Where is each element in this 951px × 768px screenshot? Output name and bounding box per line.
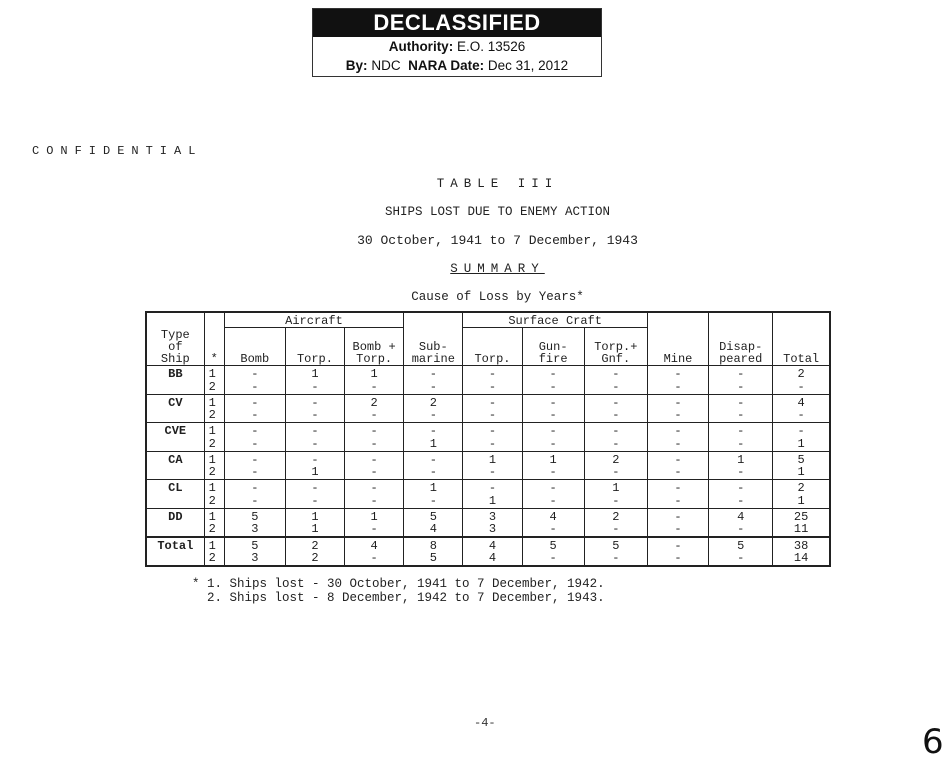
value-cell: - bbox=[463, 437, 522, 451]
value-cell: 3 bbox=[463, 523, 522, 537]
value-cell: - bbox=[224, 437, 285, 451]
value-cell: 4 bbox=[522, 508, 584, 523]
value-cell: - bbox=[522, 423, 584, 438]
value-cell: - bbox=[522, 466, 584, 480]
year-cell: 1 bbox=[204, 508, 224, 523]
value-cell: - bbox=[709, 380, 773, 394]
hdr-tg1: Torp.+ bbox=[594, 340, 638, 354]
value-cell: - bbox=[584, 523, 647, 537]
value-cell: - bbox=[647, 394, 708, 409]
col-year-marker: * bbox=[204, 312, 224, 366]
table-row bbox=[146, 523, 830, 537]
value-cell: 38 bbox=[773, 537, 830, 552]
value-cell: - bbox=[463, 409, 522, 423]
value-cell: - bbox=[285, 409, 344, 423]
value-cell: - bbox=[285, 494, 344, 508]
value-cell: - bbox=[404, 494, 463, 508]
value-cell: 4 bbox=[463, 537, 522, 552]
table-row bbox=[146, 494, 830, 508]
value-cell: - bbox=[522, 437, 584, 451]
year-cell: 1 bbox=[204, 451, 224, 466]
year-cell: 1 bbox=[204, 366, 224, 381]
value-cell: 4 bbox=[345, 537, 404, 552]
value-cell: - bbox=[285, 380, 344, 394]
value-cell: - bbox=[584, 437, 647, 451]
value-cell: - bbox=[709, 466, 773, 480]
year-cell: 1 bbox=[204, 480, 224, 495]
value-cell: - bbox=[463, 394, 522, 409]
value-cell: - bbox=[522, 523, 584, 537]
value-cell: - bbox=[345, 380, 404, 394]
value-cell: - bbox=[709, 494, 773, 508]
hdr-bombtorp1: Bomb + bbox=[352, 340, 396, 354]
table-row bbox=[146, 380, 830, 394]
table-row bbox=[146, 394, 830, 409]
table-title: SHIPS LOST DUE TO ENEMY ACTION bbox=[384, 205, 611, 219]
hdr-sub2: marine bbox=[411, 352, 455, 366]
value-cell: - bbox=[345, 423, 404, 438]
value-cell: - bbox=[404, 409, 463, 423]
value-cell: - bbox=[584, 394, 647, 409]
value-cell: - bbox=[522, 366, 584, 381]
value-cell: 1 bbox=[285, 508, 344, 523]
hdr-gun2: fire bbox=[538, 352, 568, 366]
value-cell: - bbox=[345, 480, 404, 495]
stamp-by-label: By: bbox=[345, 58, 368, 73]
value-cell: - bbox=[584, 494, 647, 508]
ship-type-cell: CL bbox=[146, 480, 204, 509]
value-cell: - bbox=[522, 380, 584, 394]
group-aircraft: Aircraft bbox=[224, 312, 404, 328]
value-cell: 1 bbox=[404, 437, 463, 451]
value-cell: - bbox=[345, 466, 404, 480]
col-disappeared bbox=[709, 312, 773, 366]
value-cell: 5 bbox=[709, 537, 773, 552]
value-cell: 1 bbox=[773, 437, 830, 451]
value-cell: 2 bbox=[584, 451, 647, 466]
footnote-2: 2. Ships lost - 8 December, 1942 to 7 December, 1943. bbox=[192, 591, 605, 605]
page-number: -4- bbox=[474, 716, 496, 730]
value-cell: - bbox=[522, 394, 584, 409]
year-cell: 2 bbox=[204, 437, 224, 451]
value-cell: 1 bbox=[522, 451, 584, 466]
ship-type-cell: CVE bbox=[146, 423, 204, 452]
handwritten-page-number: 6 bbox=[922, 722, 944, 762]
value-cell: - bbox=[709, 480, 773, 495]
value-cell: - bbox=[647, 523, 708, 537]
value-cell: - bbox=[584, 466, 647, 480]
value-cell: - bbox=[584, 380, 647, 394]
value-cell: - bbox=[709, 409, 773, 423]
value-cell: - bbox=[773, 380, 830, 394]
value-cell: - bbox=[224, 480, 285, 495]
hdr-gun1: Gun- bbox=[538, 340, 568, 354]
stamp-by bbox=[313, 56, 601, 75]
value-cell: - bbox=[709, 423, 773, 438]
value-cell: - bbox=[345, 451, 404, 466]
value-cell: 1 bbox=[584, 480, 647, 495]
value-cell: - bbox=[224, 423, 285, 438]
value-cell: 4 bbox=[463, 552, 522, 566]
value-cell: - bbox=[522, 552, 584, 566]
value-cell: - bbox=[709, 394, 773, 409]
value-cell: 2 bbox=[773, 480, 830, 495]
value-cell: 1 bbox=[463, 451, 522, 466]
value-cell: - bbox=[463, 466, 522, 480]
value-cell: 5 bbox=[584, 537, 647, 552]
col-mine: Mine bbox=[647, 312, 708, 366]
table-row bbox=[146, 366, 830, 381]
value-cell: - bbox=[709, 437, 773, 451]
value-cell: 5 bbox=[224, 508, 285, 523]
hdr-type: Type bbox=[160, 328, 190, 342]
value-cell: - bbox=[522, 494, 584, 508]
value-cell: 2 bbox=[773, 366, 830, 381]
value-cell: - bbox=[647, 437, 708, 451]
value-cell: - bbox=[404, 366, 463, 381]
col-aircraft-bomb-torp bbox=[345, 328, 404, 366]
value-cell: 8 bbox=[404, 537, 463, 552]
col-surface-gunfire bbox=[522, 328, 584, 366]
value-cell: - bbox=[404, 466, 463, 480]
value-cell: 11 bbox=[773, 523, 830, 537]
value-cell: - bbox=[647, 451, 708, 466]
group-surface-craft: Surface Craft bbox=[463, 312, 648, 328]
table-subtitle: Cause of Loss by Years* bbox=[411, 290, 584, 304]
value-cell: 5 bbox=[404, 508, 463, 523]
value-cell: 2 bbox=[345, 394, 404, 409]
table-body bbox=[146, 366, 830, 567]
stamp-authority-label: Authority: bbox=[388, 39, 454, 54]
value-cell: 1 bbox=[285, 466, 344, 480]
stamp-by-value: NDC bbox=[371, 58, 401, 73]
year-cell: 2 bbox=[204, 409, 224, 423]
ship-type-cell: CA bbox=[146, 451, 204, 480]
year-cell: 1 bbox=[204, 394, 224, 409]
value-cell: - bbox=[345, 494, 404, 508]
loss-summary-table bbox=[145, 311, 831, 567]
hdr-bombtorp2: Torp. bbox=[356, 352, 393, 366]
stamp-nara-label: NARA Date: bbox=[408, 58, 485, 73]
year-cell: 2 bbox=[204, 380, 224, 394]
ship-type-cell: CV bbox=[146, 394, 204, 423]
value-cell: - bbox=[285, 394, 344, 409]
stamp-authority-value: E.O. 13526 bbox=[456, 39, 526, 54]
value-cell: - bbox=[709, 552, 773, 566]
value-cell: - bbox=[345, 523, 404, 537]
value-cell: - bbox=[224, 494, 285, 508]
stamp-nara-value: Dec 31, 2012 bbox=[487, 58, 569, 73]
value-cell: - bbox=[285, 451, 344, 466]
value-cell: - bbox=[224, 466, 285, 480]
ship-type-cell: Total bbox=[146, 537, 204, 566]
value-cell: - bbox=[709, 523, 773, 537]
value-cell: - bbox=[404, 423, 463, 438]
value-cell: 1 bbox=[773, 466, 830, 480]
value-cell: 5 bbox=[224, 537, 285, 552]
value-cell: 25 bbox=[773, 508, 830, 523]
value-cell: 1 bbox=[404, 480, 463, 495]
value-cell: - bbox=[404, 451, 463, 466]
year-cell: 2 bbox=[204, 494, 224, 508]
value-cell: - bbox=[584, 366, 647, 381]
hdr-ship: Ship bbox=[160, 352, 190, 366]
value-cell: 1 bbox=[345, 366, 404, 381]
col-aircraft-torp: Torp. bbox=[285, 328, 344, 366]
value-cell: 2 bbox=[285, 537, 344, 552]
year-cell: 1 bbox=[204, 537, 224, 552]
value-cell: 1 bbox=[285, 523, 344, 537]
value-cell: 4 bbox=[709, 508, 773, 523]
value-cell: - bbox=[224, 409, 285, 423]
value-cell: 5 bbox=[522, 537, 584, 552]
value-cell: 1 bbox=[463, 494, 522, 508]
value-cell: - bbox=[647, 494, 708, 508]
value-cell: - bbox=[285, 480, 344, 495]
value-cell: 2 bbox=[404, 394, 463, 409]
classification-marking: CONFIDENTIAL bbox=[32, 144, 203, 158]
value-cell: - bbox=[773, 409, 830, 423]
value-cell: 1 bbox=[773, 494, 830, 508]
value-cell: 2 bbox=[584, 508, 647, 523]
value-cell: - bbox=[773, 423, 830, 438]
col-total: Total bbox=[773, 312, 830, 366]
value-cell: - bbox=[584, 423, 647, 438]
ship-type-cell: BB bbox=[146, 366, 204, 395]
table-row bbox=[146, 508, 830, 523]
year-cell: 1 bbox=[204, 423, 224, 438]
value-cell: - bbox=[647, 552, 708, 566]
col-aircraft-bomb: Bomb bbox=[224, 328, 285, 366]
year-cell: 2 bbox=[204, 552, 224, 566]
footnotes bbox=[192, 577, 605, 605]
table-row bbox=[146, 552, 830, 566]
value-cell: - bbox=[647, 423, 708, 438]
stamp-title: DECLASSIFIED bbox=[313, 9, 601, 37]
col-surface-torp-gnf bbox=[584, 328, 647, 366]
table-row bbox=[146, 537, 830, 552]
table-row bbox=[146, 480, 830, 495]
value-cell: - bbox=[345, 409, 404, 423]
value-cell: 1 bbox=[709, 451, 773, 466]
hdr-dis2: peared bbox=[719, 352, 763, 366]
footnote-1: * 1. Ships lost - 30 October, 1941 to 7 December, 1942. bbox=[192, 577, 605, 591]
hdr-dis1: Disap- bbox=[719, 340, 763, 354]
value-cell: - bbox=[224, 380, 285, 394]
hdr-sub1: Sub- bbox=[418, 340, 448, 354]
value-cell: - bbox=[224, 394, 285, 409]
value-cell: 2 bbox=[285, 552, 344, 566]
hdr-tg2: Gnf. bbox=[601, 352, 631, 366]
value-cell: 3 bbox=[224, 552, 285, 566]
ship-type-cell: DD bbox=[146, 508, 204, 537]
value-cell: - bbox=[584, 552, 647, 566]
table-number: TABLE III bbox=[436, 177, 559, 191]
col-submarine bbox=[404, 312, 463, 366]
value-cell: 1 bbox=[285, 366, 344, 381]
value-cell: - bbox=[647, 366, 708, 381]
table-row bbox=[146, 423, 830, 438]
table-row bbox=[146, 437, 830, 451]
value-cell: - bbox=[285, 423, 344, 438]
value-cell: - bbox=[647, 480, 708, 495]
value-cell: - bbox=[647, 537, 708, 552]
value-cell: - bbox=[647, 508, 708, 523]
value-cell: - bbox=[345, 437, 404, 451]
value-cell: 1 bbox=[345, 508, 404, 523]
value-cell: 4 bbox=[773, 394, 830, 409]
year-cell: 2 bbox=[204, 523, 224, 537]
value-cell: 3 bbox=[224, 523, 285, 537]
value-cell: - bbox=[224, 451, 285, 466]
year-cell: 2 bbox=[204, 466, 224, 480]
value-cell: - bbox=[404, 380, 463, 394]
value-cell: - bbox=[522, 480, 584, 495]
value-cell: 3 bbox=[463, 508, 522, 523]
col-type-of-ship bbox=[146, 312, 204, 366]
stamp-authority bbox=[313, 37, 601, 56]
value-cell: 5 bbox=[773, 451, 830, 466]
value-cell: - bbox=[285, 437, 344, 451]
table-row bbox=[146, 451, 830, 466]
col-surface-torp: Torp. bbox=[463, 328, 522, 366]
value-cell: - bbox=[345, 552, 404, 566]
value-cell: - bbox=[463, 380, 522, 394]
value-cell: 4 bbox=[404, 523, 463, 537]
declassified-stamp bbox=[312, 8, 602, 77]
value-cell: - bbox=[584, 409, 647, 423]
value-cell: - bbox=[709, 366, 773, 381]
table-row bbox=[146, 466, 830, 480]
value-cell: 5 bbox=[404, 552, 463, 566]
table-row bbox=[146, 409, 830, 423]
value-cell: - bbox=[463, 480, 522, 495]
value-cell: - bbox=[647, 380, 708, 394]
value-cell: 14 bbox=[773, 552, 830, 566]
value-cell: - bbox=[463, 423, 522, 438]
value-cell: - bbox=[522, 409, 584, 423]
hdr-of: of bbox=[168, 340, 183, 354]
value-cell: - bbox=[224, 366, 285, 381]
value-cell: - bbox=[647, 409, 708, 423]
summary-heading: SUMMARY bbox=[450, 262, 545, 276]
value-cell: - bbox=[647, 466, 708, 480]
date-range: 30 October, 1941 to 7 December, 1943 bbox=[357, 233, 638, 248]
value-cell: - bbox=[463, 366, 522, 381]
